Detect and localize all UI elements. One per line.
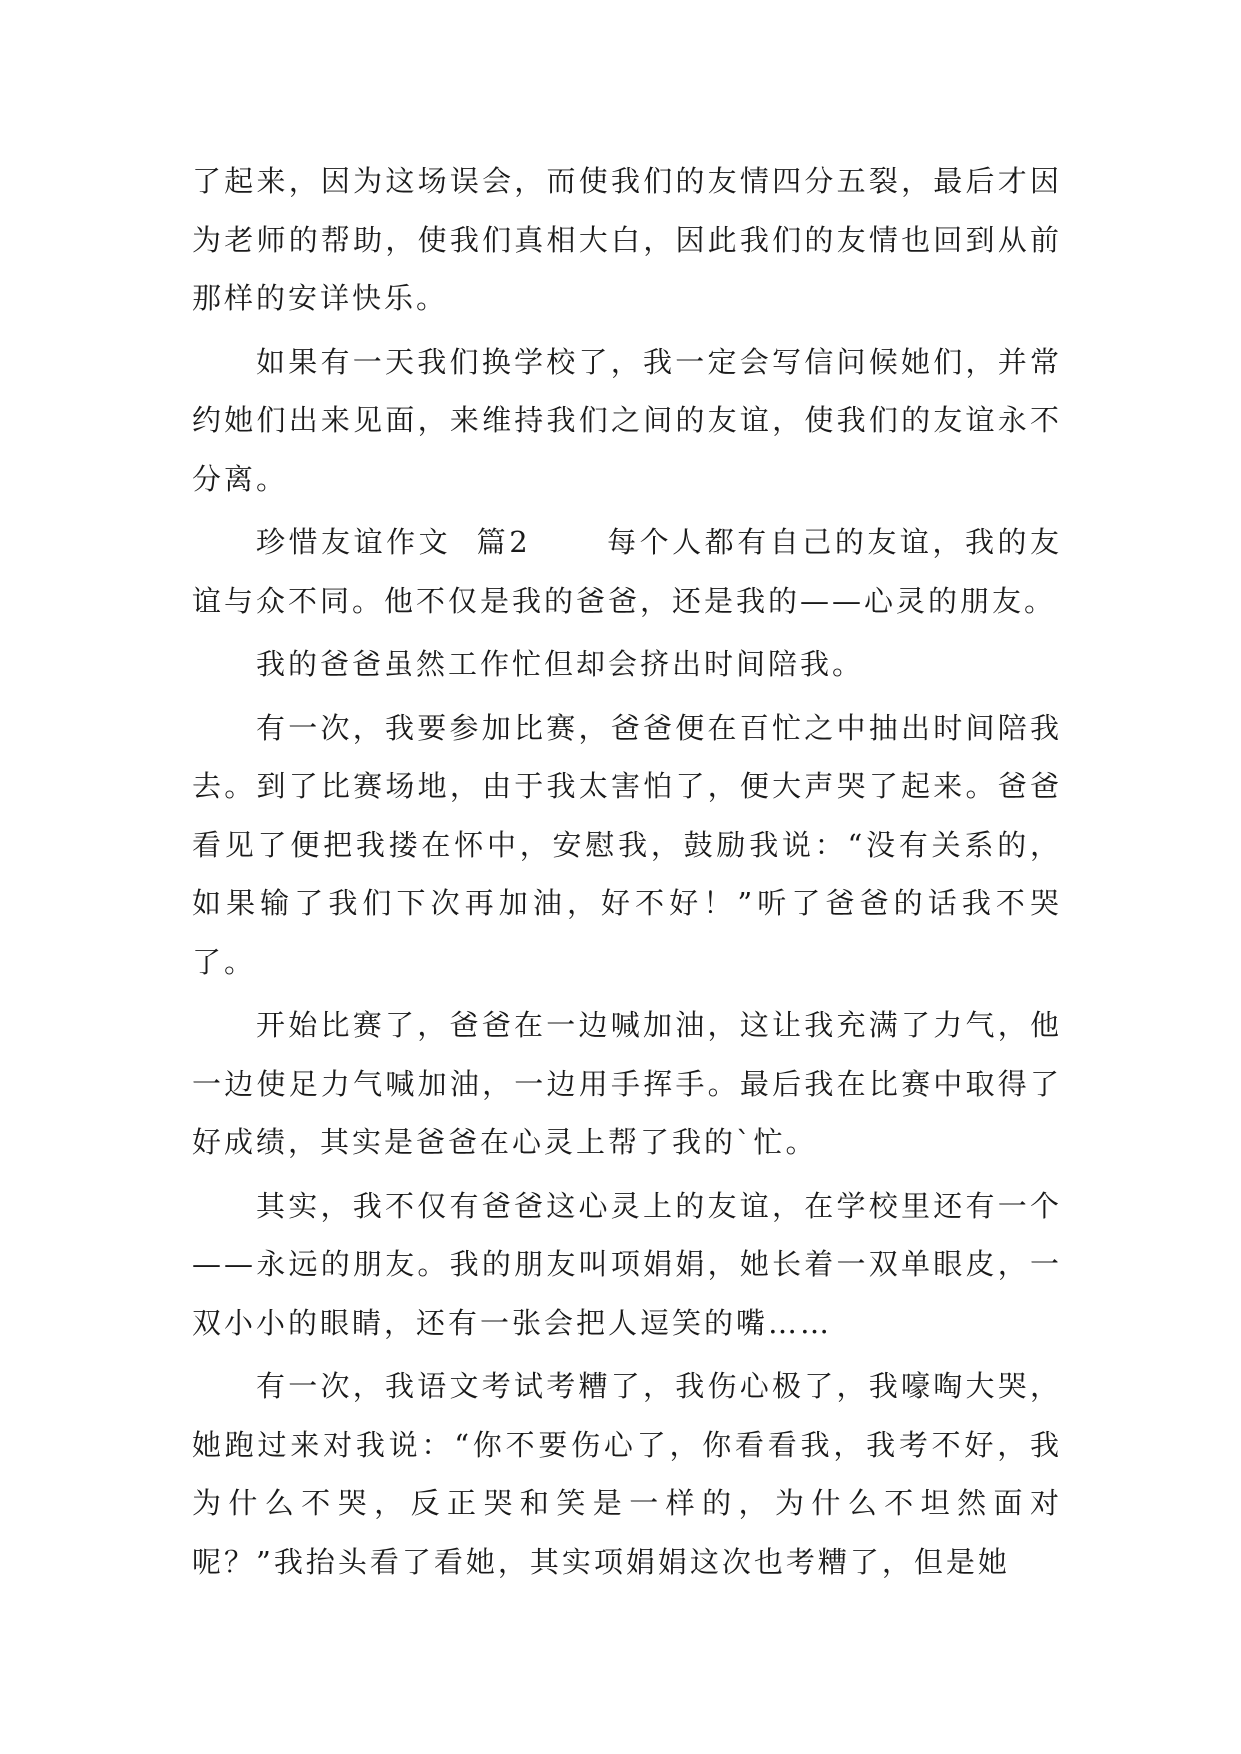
- paragraph-3-heading: 珍惜友谊作文 篇2 每个人都有自己的友谊，我的友谊与众不同。他不仅是我的爸爸，还是我的——心灵的朋友。: [192, 525, 1062, 618]
- paragraph-4: 我的爸爸虽然工作忙但却会挤出时间陪我。: [256, 647, 865, 681]
- paragraph-8: 有一次，我语文考试考糟了，我伤心极了，我嚎啕大哭，她跑过来对我说：“你不要伤心了，你看看我，我考不好，我为什么不哭，反正哭和笑是一样的，为什么不坦然面对呢？”我抬头看了看她，其实项娟娟这次也考糟了，但是她: [192, 1369, 1062, 1579]
- document-page: [192, 152, 1062, 1596]
- paragraph-6: 开始比赛了，爸爸在一边喊加油，这让我充满了力气，他一边使足力气喊加油，一边用手挥手。最后我在比赛中取得了好成绩，其实是爸爸在心灵上帮了我的`忙。: [192, 1008, 1062, 1159]
- paragraph-7: 其实，我不仅有爸爸这心灵上的友谊，在学校里还有一个——永远的朋友。我的朋友叫项娟娟，她长着一双单眼皮，一双小小的眼睛，还有一张会把人逗笑的嘴……: [192, 1188, 1062, 1340]
- paragraph-2: 如果有一天我们换学校了，我一定会写信问候她们，并常约她们出来见面，来维持我们之间的友谊，使我们的友谊永不分离。: [192, 344, 1062, 496]
- paragraph-1: 了起来，因为这场误会，而使我们的友情四分五裂，最后才因为老师的帮助，使我们真相大白，因此我们的友情也回到从前那样的安详快乐。: [192, 164, 1062, 315]
- paragraph-5: 有一次，我要参加比赛，爸爸便在百忙之中抽出时间陪我去。到了比赛场地，由于我太害怕了，便大声哭了起来。爸爸看见了便把我搂在怀中，安慰我，鼓励我说：“没有关系的，如果输了我们下次再加油，好不好！”听了爸爸的话我不哭了。: [192, 710, 1062, 979]
